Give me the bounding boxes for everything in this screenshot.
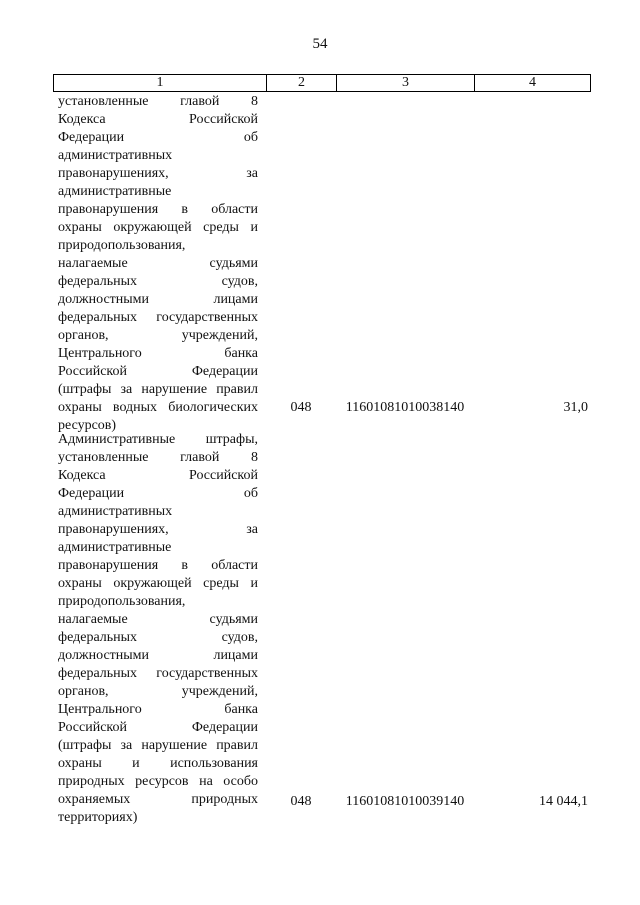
column-header-1: 1 xyxy=(54,75,267,92)
description-line: федеральных государственных xyxy=(58,666,258,681)
row-description xyxy=(58,93,258,435)
description-line: территориях) xyxy=(58,810,138,825)
description-line: административных xyxy=(58,148,173,163)
description-line: Федерации об xyxy=(58,130,258,145)
description-line: Административные штрафы, xyxy=(58,432,258,447)
description-line: охраны окружающей среды и xyxy=(58,220,258,235)
description-line: природопользования, xyxy=(58,238,186,253)
row-code: 048 xyxy=(290,400,312,415)
row-amount: 31,0 xyxy=(563,400,588,415)
description-line: Кодекса Российской xyxy=(58,468,258,483)
description-line: охраняемых природных xyxy=(58,792,258,807)
description-line: (штрафы за нарушение правил xyxy=(58,382,258,397)
description-line: налагаемые судьями xyxy=(58,256,258,271)
description-line: Центрального банка xyxy=(58,346,258,361)
column-header-2: 2 xyxy=(267,75,337,92)
header-row xyxy=(54,75,591,92)
column-header-3: 3 xyxy=(337,75,475,92)
description-line: Российской Федерации xyxy=(58,364,258,379)
description-line: правонарушениях, за xyxy=(58,522,258,537)
description-line: органов, учреждений, xyxy=(58,328,258,343)
description-line: природных ресурсов на особо xyxy=(58,774,258,789)
description-line: охраны окружающей среды и xyxy=(58,576,258,591)
description-line: установленные главой 8 xyxy=(58,450,258,465)
description-line: Центрального банка xyxy=(58,702,258,717)
page-number: 54 xyxy=(312,36,328,52)
description-line: федеральных судов, xyxy=(58,630,258,645)
row-code: 048 xyxy=(290,794,312,809)
description-line: правонарушения в области xyxy=(58,558,258,573)
description-line: (штрафы за нарушение правил xyxy=(58,738,258,753)
row-amount: 14 044,1 xyxy=(539,794,588,809)
row-description xyxy=(58,431,258,827)
row-kbk: 11601081010038140 xyxy=(345,400,465,415)
description-line: налагаемые судьями xyxy=(58,612,258,627)
description-line: федеральных судов, xyxy=(58,274,258,289)
description-line: Федерации об xyxy=(58,486,258,501)
description-line: должностными лицами xyxy=(58,292,258,307)
description-line: природопользования, xyxy=(58,594,186,609)
description-line: органов, учреждений, xyxy=(58,684,258,699)
description-line: Российской Федерации xyxy=(58,720,258,735)
description-line: охраны и использования xyxy=(58,756,258,771)
description-line: административные xyxy=(58,184,172,199)
description-line: ресурсов) xyxy=(58,418,117,433)
description-line: установленные главой 8 xyxy=(58,94,258,109)
description-line: Кодекса Российской xyxy=(58,112,258,127)
description-line: правонарушения в области xyxy=(58,202,258,217)
description-line: федеральных государственных xyxy=(58,310,258,325)
description-line: административные xyxy=(58,540,172,555)
column-header-4: 4 xyxy=(475,75,591,92)
description-line: должностными лицами xyxy=(58,648,258,663)
table-header xyxy=(53,74,591,92)
row-kbk: 11601081010039140 xyxy=(345,794,465,809)
description-line: правонарушениях, за xyxy=(58,166,258,181)
description-line: охраны водных биологических xyxy=(58,400,258,415)
description-line: административных xyxy=(58,504,173,519)
